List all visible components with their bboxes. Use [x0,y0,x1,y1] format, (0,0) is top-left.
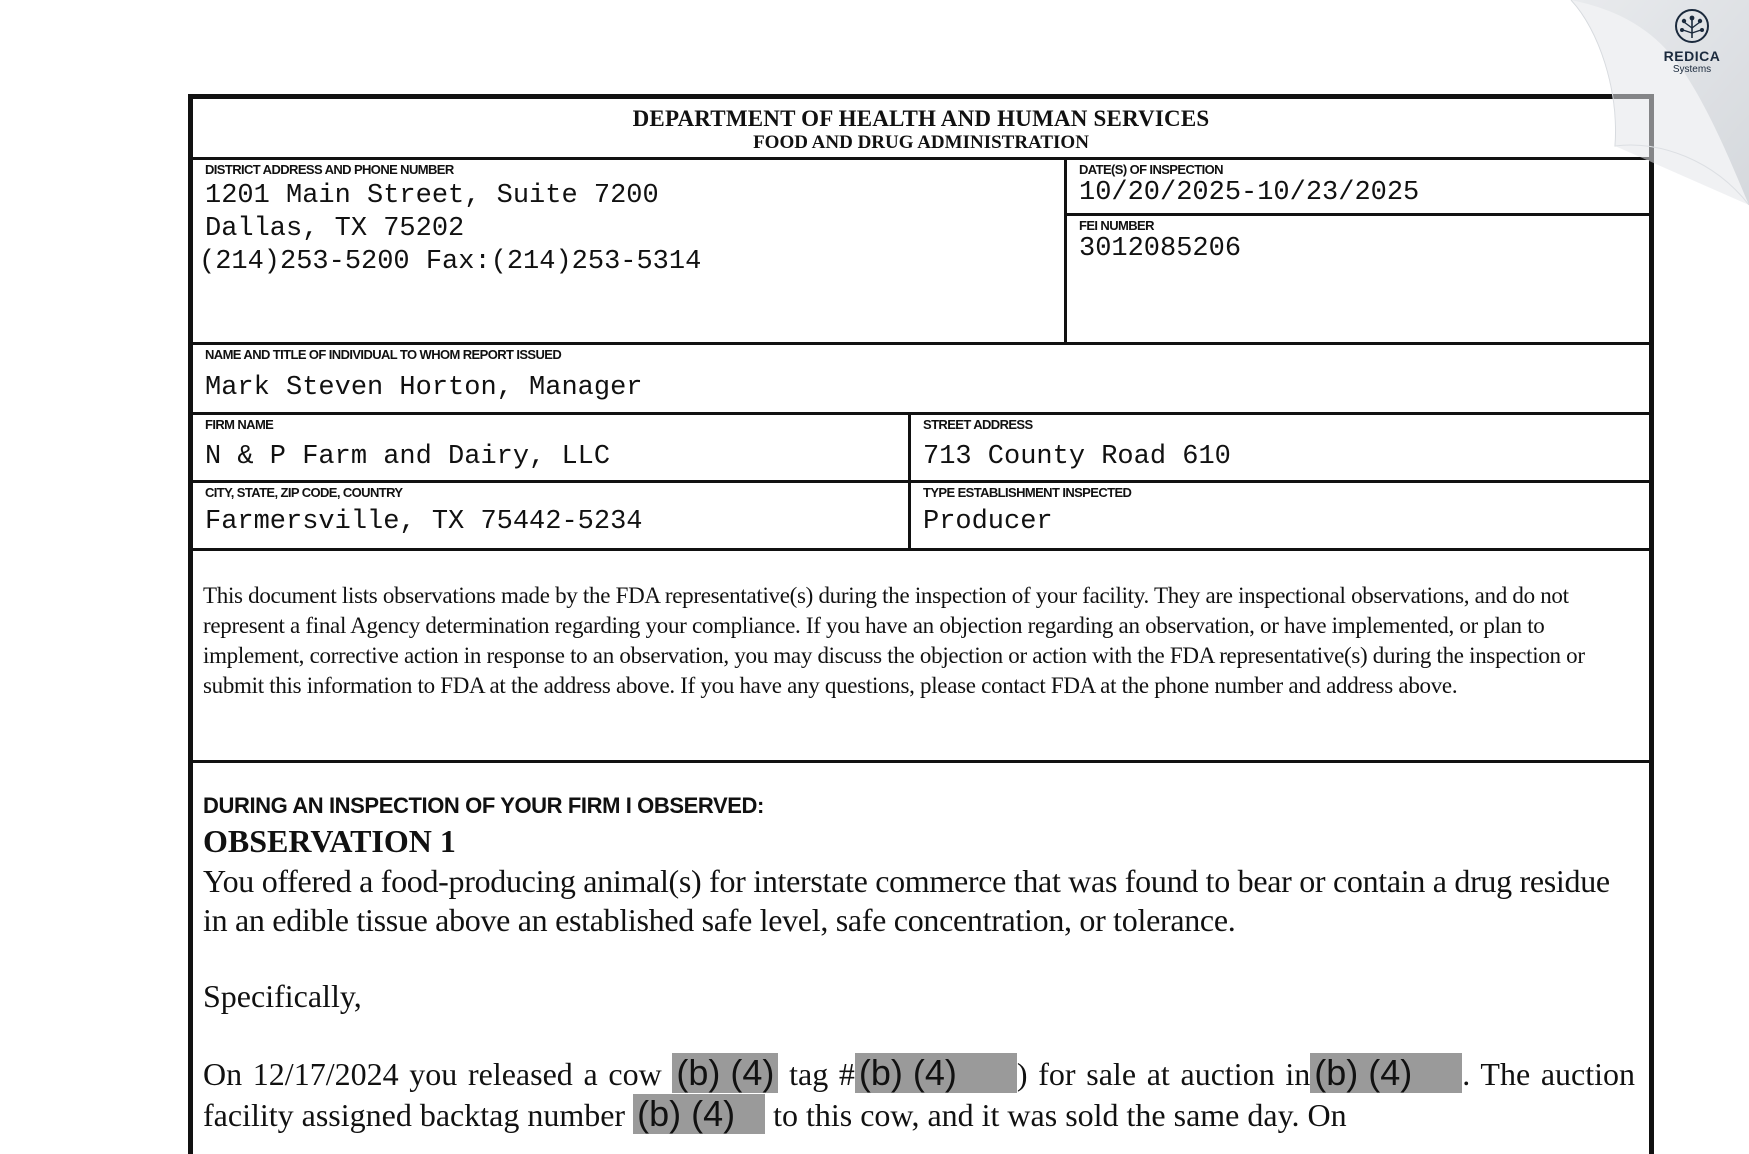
redaction-block: (b) (4) [672,1053,778,1093]
redaction-block: (b) (4) [855,1053,1017,1093]
city-value: Farmersville, TX 75442-5234 [205,507,643,537]
district-cell [193,160,1067,342]
observation-text: You offered a food-producing animal(s) for interstate commerce that was found to bear or contain a drug residue in an edible tissue above an established safe level, safe concentration, or tolerance. [203,863,1610,938]
district-phone: (214)253-5200 Fax:(214)253-5314 [199,247,702,277]
establishment-cell [911,483,1649,548]
redaction-block: (b) (4) [1310,1053,1462,1093]
individual-value: Mark Steven Horton, Manager [205,373,643,403]
individual-cell [193,345,1649,412]
observations-intro: DURING AN INSPECTION OF YOUR FIRM I OBSERVED: [203,793,764,818]
district-label: DISTRICT ADDRESS AND PHONE NUMBER [205,162,454,177]
redaction-block: (b) (4) [633,1094,765,1134]
agency-title: FOOD AND DRUG ADMINISTRATION [753,132,1089,153]
form-header [193,99,1649,160]
fei-label: FEI NUMBER [1079,218,1154,233]
paragraph-text: ) for sale at auction in [1016,1056,1311,1092]
district-row [193,160,1649,345]
street-cell [911,415,1649,480]
firm-cell [193,415,911,480]
individual-row [193,345,1649,415]
observations-section [193,763,1649,1135]
city-cell [193,483,911,548]
paragraph-text: to this cow, and it was sold the same day. On [765,1097,1347,1133]
establishment-value: Producer [923,507,1053,537]
firm-row [193,415,1649,483]
tree-network-icon [1673,8,1711,44]
redica-logo [1653,8,1731,75]
individual-label: NAME AND TITLE OF INDIVIDUAL TO WHOM REPORT ISSUED [205,347,562,362]
notice-paragraph: This document lists observations made by the FDA representative(s) during the inspection of your facility. They are inspectional observations, and do not represent a final Agency determination regarding your compliance. If you have an objection regarding an observation, or have implemented, or plan to implement, corrective action in response to an observation, you may discuss the objection or action with the FDA representative(s) during the inspection or submit this information to FDA at the address above. If you have any questions, please contact FDA at the phone number and address above. [193,551,1649,763]
paragraph-text: . The auction facility assigned backtag number [203,1056,1636,1133]
logo-name: REDICA [1663,48,1721,64]
inspection-dates-label: DATE(S) OF INSPECTION [1079,162,1223,177]
observation-paragraph [203,1053,1635,1135]
firm-label: FIRM NAME [205,417,274,432]
district-address-line2: Dallas, TX 75202 [205,214,465,244]
fda-483-form [188,94,1654,1154]
firm-value: N & P Farm and Dairy, LLC [205,442,611,472]
city-row [193,483,1649,551]
brand-corner [1539,0,1749,210]
paragraph-text: On 12/17/2024 you released a cow [203,1056,673,1092]
street-value: 713 County Road 610 [923,442,1231,472]
logo-sub: Systems [1672,64,1712,75]
city-label: CITY, STATE, ZIP CODE, COUNTRY [205,485,403,500]
observation-specifically: Specifically, [203,978,362,1014]
paragraph-text: tag # [778,1056,855,1092]
fei-value: 3012085206 [1079,234,1242,264]
observation-title: OBSERVATION 1 [203,823,456,859]
establishment-label: TYPE ESTABLISHMENT INSPECTED [923,485,1132,500]
department-title: DEPARTMENT OF HEALTH AND HUMAN SERVICES [632,106,1210,131]
district-address-line1: 1201 Main Street, Suite 7200 [205,181,659,211]
inspection-dates-value: 10/20/2025-10/23/2025 [1079,178,1420,208]
street-label: STREET ADDRESS [923,417,1033,432]
fei-cell [1067,216,1649,342]
